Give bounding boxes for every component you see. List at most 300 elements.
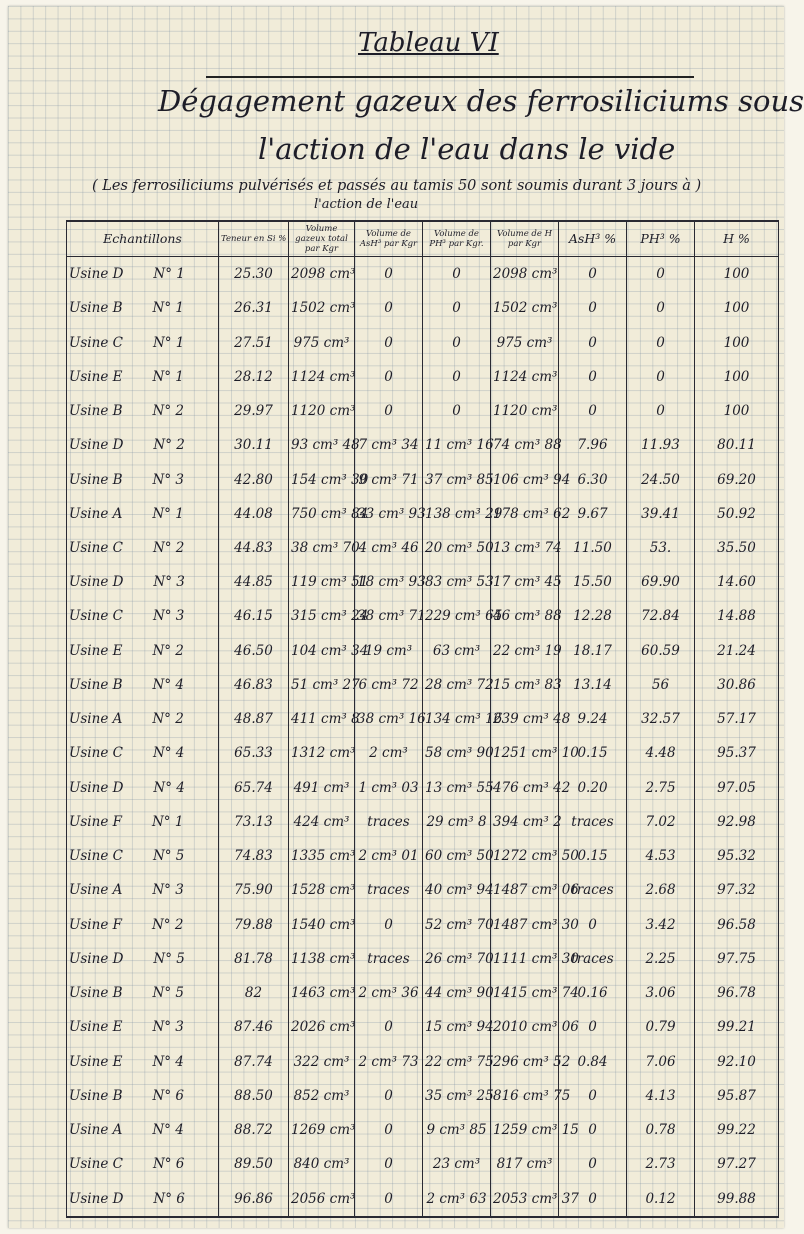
table-row <box>67 1010 779 1044</box>
ash3-pct-cell: 0 <box>559 1113 627 1147</box>
sample-cell <box>67 805 219 839</box>
sample-cell <box>67 702 219 736</box>
ash3-volume-cell: 0 <box>355 291 423 325</box>
ph3-volume-cell: 0 <box>423 257 491 292</box>
ph3-volume-cell: 138 cm³ 29 <box>423 497 491 531</box>
ash3-pct-cell: 0.15 <box>559 736 627 770</box>
ash3-volume-cell: 0 <box>355 394 423 428</box>
ash3-pct-cell: 15.50 <box>559 565 627 599</box>
ash3-pct-cell: 13.14 <box>559 668 627 702</box>
sample-number: N° 2 <box>152 642 184 659</box>
ash3-volume-cell: 33 cm³ 93 <box>355 497 423 531</box>
h-pct-cell: 97.32 <box>695 873 779 907</box>
sample-number: N° 2 <box>152 711 184 728</box>
si-cell: 89.50 <box>219 1147 289 1181</box>
table-row <box>67 599 779 633</box>
ph3-pct-cell: 2.73 <box>627 1147 695 1181</box>
si-cell: 65.74 <box>219 771 289 805</box>
sample-cell <box>67 907 219 941</box>
sample-number: N° 1 <box>152 334 185 351</box>
h-volume-cell: 1415 cm³ 74 <box>491 976 559 1010</box>
table-row <box>67 702 779 736</box>
sample-usine: Usine E <box>69 1019 123 1036</box>
h-volume-cell: 1272 cm³ 50 <box>491 839 559 873</box>
h-volume-cell: 975 cm³ <box>491 325 559 359</box>
total-volume-cell: 1502 cm³ <box>289 291 355 325</box>
table-row <box>67 1147 779 1181</box>
ph3-volume-cell: 28 cm³ 72 <box>423 668 491 702</box>
ph3-pct-cell: 7.06 <box>627 1044 695 1078</box>
total-volume-cell: 1312 cm³ <box>289 736 355 770</box>
h-volume-cell: 817 cm³ <box>491 1147 559 1181</box>
h-pct-cell: 100 <box>695 394 779 428</box>
total-volume-cell: 119 cm³ 51 <box>289 565 355 599</box>
h-pct-cell: 14.60 <box>695 565 779 599</box>
ash3-pct-cell: 0 <box>559 360 627 394</box>
si-cell: 27.51 <box>219 325 289 359</box>
h-volume-cell: 15 cm³ 83 <box>491 668 559 702</box>
ash3-volume-cell: 2 cm³ <box>355 736 423 770</box>
total-volume-cell: 975 cm³ <box>289 325 355 359</box>
h-pct-cell: 14.88 <box>695 599 779 633</box>
ash3-volume-cell: 38 cm³ 71 <box>355 599 423 633</box>
ph3-pct-cell: 3.42 <box>627 907 695 941</box>
si-cell: 74.83 <box>219 839 289 873</box>
sample-cell <box>67 771 219 805</box>
ph3-pct-cell: 0 <box>627 394 695 428</box>
col-header-ash3-pct: AsH³ % <box>559 221 627 257</box>
ph3-pct-cell: 60.59 <box>627 634 695 668</box>
ph3-volume-cell: 23 cm³ <box>423 1147 491 1181</box>
h-pct-cell: 99.21 <box>695 1010 779 1044</box>
total-volume-cell: 2098 cm³ <box>289 257 355 292</box>
sample-number: N° 2 <box>151 916 184 933</box>
sample-cell <box>67 1147 219 1181</box>
si-cell: 75.90 <box>219 873 289 907</box>
table-row <box>67 771 779 805</box>
ph3-volume-cell: 9 cm³ 85 <box>423 1113 491 1147</box>
h-volume-cell: 296 cm³ 52 <box>491 1044 559 1078</box>
ash3-volume-cell: 0 <box>355 257 423 292</box>
sample-number: N° 4 <box>152 1053 184 1070</box>
h-pct-cell: 99.88 <box>695 1181 779 1217</box>
ph3-volume-cell: 20 cm³ 50 <box>423 531 491 565</box>
ash3-pct-cell: 0.84 <box>559 1044 627 1078</box>
total-volume-cell: 93 cm³ 48 <box>289 428 355 462</box>
sample-number: N° 1 <box>151 813 184 830</box>
ash3-volume-cell: 9 cm³ 71 <box>355 462 423 496</box>
sample-usine: Usine A <box>69 1121 123 1138</box>
ash3-volume-cell: 0 <box>355 907 423 941</box>
si-cell: 46.50 <box>219 634 289 668</box>
sample-number: N° 1 <box>152 368 184 385</box>
ph3-volume-cell: 13 cm³ 55 <box>423 771 491 805</box>
ash3-pct-cell: 6.30 <box>559 462 627 496</box>
ph3-volume-cell: 2 cm³ 63 <box>423 1181 491 1217</box>
table-row <box>67 736 779 770</box>
sample-cell <box>67 736 219 770</box>
ph3-volume-cell: 229 cm³ 65 <box>423 599 491 633</box>
col-header-ash3-volume: Volume de AsH³ par Kgr <box>355 221 423 257</box>
ph3-pct-cell: 4.48 <box>627 736 695 770</box>
h-volume-cell: 1111 cm³ 30 <box>491 942 559 976</box>
sample-number: N° 2 <box>152 403 184 420</box>
sample-usine: Usine B <box>69 403 123 420</box>
h-pct-cell: 95.37 <box>695 736 779 770</box>
total-volume-cell: 840 cm³ <box>289 1147 355 1181</box>
sample-number: N° 6 <box>153 1190 185 1207</box>
total-volume-cell: 1120 cm³ <box>289 394 355 428</box>
h-volume-cell: 394 cm³ 2 <box>491 805 559 839</box>
sample-cell <box>67 599 219 633</box>
h-pct-cell: 97.75 <box>695 942 779 976</box>
si-cell: 79.88 <box>219 907 289 941</box>
ph3-pct-cell: 2.25 <box>627 942 695 976</box>
ash3-volume-cell: traces <box>355 942 423 976</box>
sample-usine: Usine C <box>69 334 123 351</box>
ash3-pct-cell: 0 <box>559 1181 627 1217</box>
total-volume-cell: 1463 cm³ <box>289 976 355 1010</box>
ash3-pct-cell: 18.17 <box>559 634 627 668</box>
h-volume-cell: 816 cm³ 75 <box>491 1079 559 1113</box>
total-volume-cell: 411 cm³ 8 <box>289 702 355 736</box>
col-header-h-pct: H % <box>695 221 779 257</box>
total-volume-cell: 2026 cm³ <box>289 1010 355 1044</box>
sample-number: N° 3 <box>152 882 184 899</box>
sample-cell <box>67 634 219 668</box>
ph3-volume-cell: 26 cm³ 70 <box>423 942 491 976</box>
sample-cell <box>67 1079 219 1113</box>
sample-cell <box>67 1113 219 1147</box>
h-pct-cell: 100 <box>695 291 779 325</box>
sample-usine: Usine D <box>69 1190 124 1207</box>
ash3-volume-cell: 38 cm³ 16 <box>355 702 423 736</box>
ph3-volume-cell: 0 <box>423 394 491 428</box>
h-volume-cell: 74 cm³ 88 <box>491 428 559 462</box>
table-row <box>67 805 779 839</box>
total-volume-cell: 104 cm³ 34 <box>289 634 355 668</box>
ash3-pct-cell: traces <box>559 942 627 976</box>
table-row <box>67 976 779 1010</box>
ash3-volume-cell: 18 cm³ 93 <box>355 565 423 599</box>
sample-number: N° 3 <box>152 608 185 625</box>
sample-number: N° 6 <box>152 1087 184 1104</box>
ph3-pct-cell: 4.53 <box>627 839 695 873</box>
h-pct-cell: 100 <box>695 325 779 359</box>
sample-number: N° 4 <box>152 676 184 693</box>
h-pct-cell: 99.22 <box>695 1113 779 1147</box>
gas-release-table <box>66 220 779 1218</box>
h-volume-cell: 178 cm³ 62 <box>491 497 559 531</box>
sample-usine: Usine A <box>69 882 123 899</box>
ash3-volume-cell: 0 <box>355 1181 423 1217</box>
col-header-ph3-volume: Volume de PH³ par Kgr. <box>423 221 491 257</box>
ph3-volume-cell: 35 cm³ 25 <box>423 1079 491 1113</box>
si-cell: 46.83 <box>219 668 289 702</box>
table-row <box>67 565 779 599</box>
sample-number: N° 2 <box>152 540 185 556</box>
ph3-volume-cell: 44 cm³ 90 <box>423 976 491 1010</box>
si-cell: 29.97 <box>219 394 289 428</box>
total-volume-cell: 1335 cm³ <box>289 839 355 873</box>
ph3-volume-cell: 40 cm³ 94 <box>423 873 491 907</box>
total-volume-cell: 38 cm³ 70 <box>289 531 355 565</box>
sample-cell <box>67 462 219 496</box>
sample-number: N° 4 <box>152 1121 184 1138</box>
total-volume-cell: 154 cm³ 30 <box>289 462 355 496</box>
h-volume-cell: 1251 cm³ 10 <box>491 736 559 770</box>
h-pct-cell: 100 <box>695 257 779 292</box>
ph3-volume-cell: 83 cm³ 53 <box>423 565 491 599</box>
table-row <box>67 360 779 394</box>
sample-usine: Usine B <box>69 985 123 1002</box>
ash3-pct-cell: 0 <box>559 394 627 428</box>
ph3-pct-cell: 0.12 <box>627 1181 695 1217</box>
ph3-volume-cell: 58 cm³ 90 <box>423 736 491 770</box>
ash3-pct-cell: traces <box>559 805 627 839</box>
ash3-volume-cell: 0 <box>355 1113 423 1147</box>
h-volume-cell: 46 cm³ 88 <box>491 599 559 633</box>
h-pct-cell: 92.98 <box>695 805 779 839</box>
col-header-total-volume: Volume gazeux total par Kgr <box>289 221 355 257</box>
sample-usine: Usine F <box>69 813 122 830</box>
total-volume-cell: 1124 cm³ <box>289 360 355 394</box>
table-row <box>67 1079 779 1113</box>
ash3-pct-cell: 12.28 <box>559 599 627 633</box>
sample-cell <box>67 257 219 292</box>
h-volume-cell: 22 cm³ 19 <box>491 634 559 668</box>
si-cell: 82 <box>219 976 289 1010</box>
table-row <box>67 907 779 941</box>
ph3-pct-cell: 53. <box>627 531 695 565</box>
si-cell: 65.33 <box>219 736 289 770</box>
sample-usine: Usine D <box>69 437 124 454</box>
sample-number: N° 4 <box>153 779 185 796</box>
sample-number: N° 3 <box>152 471 184 488</box>
sample-usine: Usine E <box>69 368 123 385</box>
sample-number: N° 3 <box>152 1019 184 1036</box>
ash3-volume-cell: 7 cm³ 34 <box>355 428 423 462</box>
sample-number: N° 1 <box>152 300 184 317</box>
total-volume-cell: 1540 cm³ <box>289 907 355 941</box>
sample-number: N° 1 <box>152 505 184 522</box>
h-volume-cell: 1120 cm³ <box>491 394 559 428</box>
total-volume-cell: 1138 cm³ <box>289 942 355 976</box>
sample-usine: Usine E <box>69 1053 123 1070</box>
total-volume-cell: 51 cm³ 27 <box>289 668 355 702</box>
si-cell: 73.13 <box>219 805 289 839</box>
table-row <box>67 1113 779 1147</box>
total-volume-cell: 315 cm³ 24 <box>289 599 355 633</box>
sample-cell <box>67 291 219 325</box>
si-cell: 48.87 <box>219 702 289 736</box>
ph3-volume-cell: 134 cm³ 16 <box>423 702 491 736</box>
si-cell: 44.83 <box>219 531 289 565</box>
h-pct-cell: 97.27 <box>695 1147 779 1181</box>
ash3-volume-cell: traces <box>355 873 423 907</box>
ph3-volume-cell: 37 cm³ 85 <box>423 462 491 496</box>
sample-usine: Usine C <box>69 745 123 762</box>
h-volume-cell: 13 cm³ 74 <box>491 531 559 565</box>
si-cell: 26.31 <box>219 291 289 325</box>
h-volume-cell: 106 cm³ 94 <box>491 462 559 496</box>
h-pct-cell: 97.05 <box>695 771 779 805</box>
total-volume-cell: 1269 cm³ <box>289 1113 355 1147</box>
ph3-pct-cell: 0.78 <box>627 1113 695 1147</box>
ph3-pct-cell: 56 <box>627 668 695 702</box>
sample-usine: Usine C <box>69 540 123 556</box>
ash3-pct-cell: 9.24 <box>559 702 627 736</box>
sample-cell <box>67 668 219 702</box>
total-volume-cell: 750 cm³ 84 <box>289 497 355 531</box>
h-pct-cell: 95.32 <box>695 839 779 873</box>
col-header-sample: Echantillons <box>67 221 219 257</box>
ph3-pct-cell: 0 <box>627 325 695 359</box>
h-pct-cell: 30.86 <box>695 668 779 702</box>
ash3-pct-cell: traces <box>559 873 627 907</box>
title-divider <box>206 76 694 78</box>
ash3-volume-cell: traces <box>355 805 423 839</box>
sample-cell <box>67 428 219 462</box>
ash3-pct-cell: 0 <box>559 291 627 325</box>
sample-usine: Usine B <box>69 1087 123 1104</box>
si-cell: 87.46 <box>219 1010 289 1044</box>
sample-number: N° 5 <box>152 985 184 1002</box>
ph3-volume-cell: 0 <box>423 360 491 394</box>
sample-cell <box>67 325 219 359</box>
page-title-line1: Dégagement gazeux des ferrosiliciums sous <box>158 84 804 118</box>
ph3-pct-cell: 0 <box>627 360 695 394</box>
h-volume-cell: 2053 cm³ 37 <box>491 1181 559 1217</box>
ash3-pct-cell: 0 <box>559 325 627 359</box>
header-row <box>67 221 779 257</box>
h-pct-cell: 96.78 <box>695 976 779 1010</box>
ash3-volume-cell: 0 <box>355 360 423 394</box>
table-row <box>67 1044 779 1078</box>
table-row <box>67 634 779 668</box>
ph3-pct-cell: 3.06 <box>627 976 695 1010</box>
h-pct-cell: 21.24 <box>695 634 779 668</box>
ash3-volume-cell: 2 cm³ 73 <box>355 1044 423 1078</box>
table-row <box>67 531 779 565</box>
ph3-pct-cell: 11.93 <box>627 428 695 462</box>
sample-usine: Usine D <box>69 950 124 967</box>
table-row <box>67 668 779 702</box>
ph3-volume-cell: 0 <box>423 291 491 325</box>
si-cell: 96.86 <box>219 1181 289 1217</box>
si-cell: 30.11 <box>219 428 289 462</box>
table-row <box>67 462 779 496</box>
sample-cell <box>67 839 219 873</box>
ph3-pct-cell: 69.90 <box>627 565 695 599</box>
sample-cell <box>67 394 219 428</box>
sample-usine: Usine B <box>69 471 123 488</box>
ash3-volume-cell: 0 <box>355 1010 423 1044</box>
h-pct-cell: 100 <box>695 360 779 394</box>
ph3-pct-cell: 2.68 <box>627 873 695 907</box>
h-pct-cell: 57.17 <box>695 702 779 736</box>
si-cell: 81.78 <box>219 942 289 976</box>
ph3-volume-cell: 52 cm³ 70 <box>423 907 491 941</box>
ash3-pct-cell: 0.20 <box>559 771 627 805</box>
h-volume-cell: 17 cm³ 45 <box>491 565 559 599</box>
table-row <box>67 428 779 462</box>
si-cell: 44.08 <box>219 497 289 531</box>
ash3-pct-cell: 0 <box>559 1010 627 1044</box>
si-cell: 28.12 <box>219 360 289 394</box>
si-cell: 87.74 <box>219 1044 289 1078</box>
ash3-pct-cell: 0.16 <box>559 976 627 1010</box>
ph3-pct-cell: 7.02 <box>627 805 695 839</box>
table-label: Tableau VI <box>358 28 499 58</box>
total-volume-cell: 424 cm³ <box>289 805 355 839</box>
sample-number: N° 3 <box>153 574 185 591</box>
total-volume-cell: 2056 cm³ <box>289 1181 355 1217</box>
sample-number: N° 6 <box>152 1156 185 1173</box>
h-volume-cell: 239 cm³ 48 <box>491 702 559 736</box>
sample-cell <box>67 497 219 531</box>
sample-cell <box>67 942 219 976</box>
sample-usine: Usine E <box>69 642 123 659</box>
h-volume-cell: 476 cm³ 42 <box>491 771 559 805</box>
sample-usine: Usine C <box>69 608 123 625</box>
table-row <box>67 325 779 359</box>
si-cell: 88.50 <box>219 1079 289 1113</box>
sample-cell <box>67 976 219 1010</box>
h-volume-cell: 2098 cm³ <box>491 257 559 292</box>
si-cell: 46.15 <box>219 599 289 633</box>
total-volume-cell: 491 cm³ <box>289 771 355 805</box>
si-cell: 44.85 <box>219 565 289 599</box>
sample-number: N° 5 <box>153 950 185 967</box>
table-row <box>67 291 779 325</box>
sample-cell <box>67 565 219 599</box>
sample-cell <box>67 1010 219 1044</box>
ash3-pct-cell: 9.67 <box>559 497 627 531</box>
total-volume-cell: 322 cm³ <box>289 1044 355 1078</box>
sample-usine: Usine A <box>69 711 123 728</box>
ph3-volume-cell: 29 cm³ 8 <box>423 805 491 839</box>
ph3-pct-cell: 32.57 <box>627 702 695 736</box>
h-pct-cell: 80.11 <box>695 428 779 462</box>
h-pct-cell: 50.92 <box>695 497 779 531</box>
ash3-volume-cell: 6 cm³ 72 <box>355 668 423 702</box>
ash3-volume-cell: 2 cm³ 36 <box>355 976 423 1010</box>
table-row <box>67 257 779 292</box>
method-note-line2: l'action de l'eau <box>314 197 419 212</box>
h-volume-cell: 1124 cm³ <box>491 360 559 394</box>
grid-paper-sheet <box>8 6 804 1228</box>
total-volume-cell: 852 cm³ <box>289 1079 355 1113</box>
ash3-pct-cell: 0 <box>559 257 627 292</box>
h-pct-cell: 96.58 <box>695 907 779 941</box>
ph3-volume-cell: 0 <box>423 325 491 359</box>
ash3-pct-cell: 11.50 <box>559 531 627 565</box>
sample-number: N° 5 <box>152 848 185 865</box>
sample-number: N° 4 <box>152 745 185 762</box>
ash3-volume-cell: 0 <box>355 1147 423 1181</box>
ph3-pct-cell: 4.13 <box>627 1079 695 1113</box>
table-row <box>67 839 779 873</box>
si-cell: 25.30 <box>219 257 289 292</box>
ash3-volume-cell: 2 cm³ 01 <box>355 839 423 873</box>
table-row <box>67 394 779 428</box>
ash3-volume-cell: 1 cm³ 03 <box>355 771 423 805</box>
ph3-pct-cell: 2.75 <box>627 771 695 805</box>
total-volume-cell: 1528 cm³ <box>289 873 355 907</box>
sample-usine: Usine C <box>69 848 123 865</box>
h-volume-cell: 2010 cm³ 06 <box>491 1010 559 1044</box>
